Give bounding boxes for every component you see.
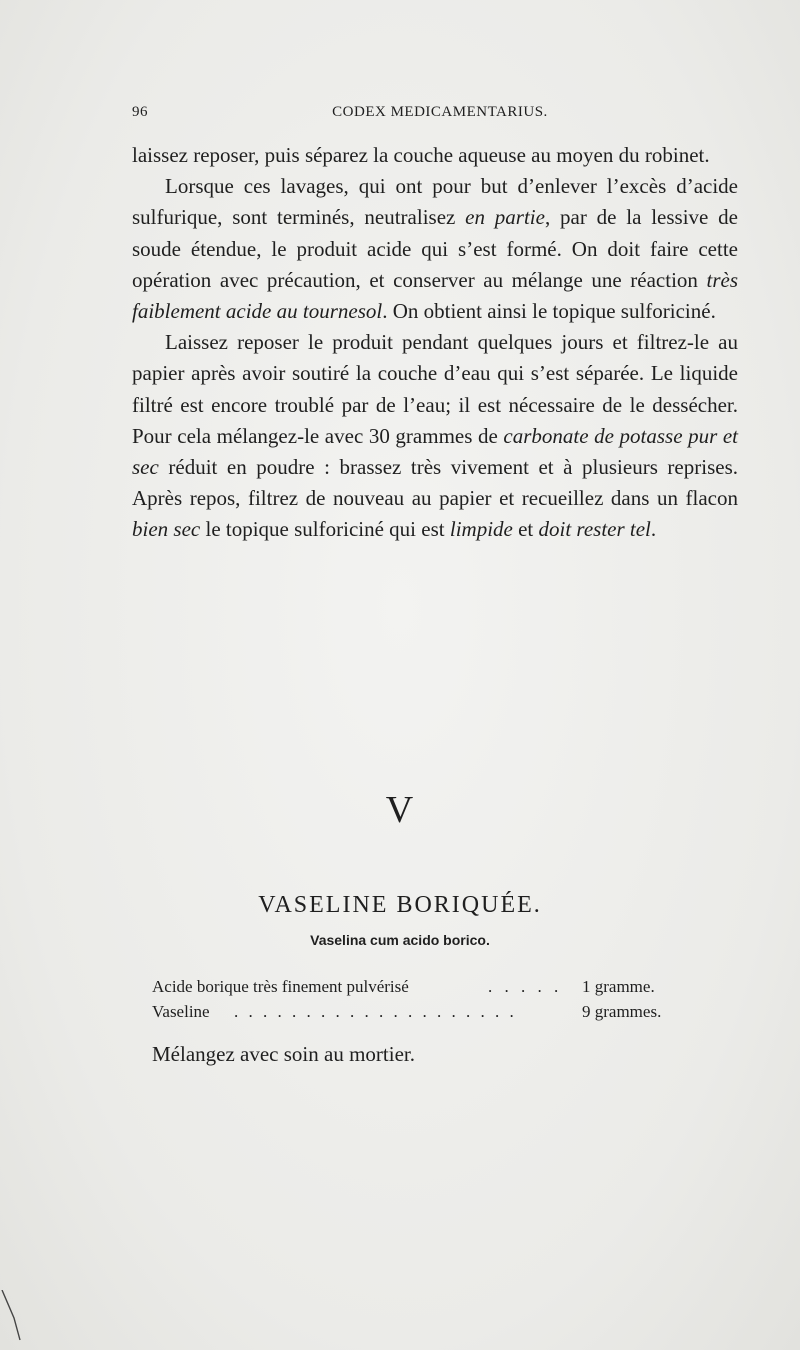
paragraph-2-text: Lorsque ces lavages, qui ont pour but d’enlever l’excès d’acide sulfurique, sont terminés, neutralisez — [132, 174, 738, 230]
leader-dots: . . . . . . . . . . . . . . . . . . . . — [234, 1002, 517, 1021]
ingredient-quantity: 1 gramme. — [582, 977, 655, 996]
margin-pencil-mark — [0, 1290, 40, 1350]
page-number: 96 — [132, 104, 148, 120]
paragraph-3-italic: carbonate de potasse pur et sec — [132, 423, 738, 480]
ingredient-name: Vaseline — [152, 1002, 210, 1021]
paragraph-3-text: réduit en poudre : brassez très vivement et à plusieurs reprises. Après repos, filtrez de nouveau au papier et recueillez dans un flacon — [132, 455, 738, 511]
paragraph-3-italic: doit rester tel — [538, 517, 651, 542]
paragraph-2-text: , par de la lessive de soude étendue, le produit acide qui s’est formé. On doit faire cette opération avec précaution, et conserver au mélange une réaction — [132, 205, 739, 292]
paragraph-3 — [132, 327, 738, 545]
instruction-text: Mélangez avec soin au mortier. — [152, 1042, 415, 1066]
body-text — [132, 140, 738, 546]
section-number: V — [385, 789, 415, 831]
ingredient-list — [152, 974, 712, 1024]
paragraph-3-text: et — [512, 517, 539, 542]
paragraph-2-italic: en partie — [465, 205, 545, 230]
paragraph-1-text: laissez reposer, puis séparez la couche aqueuse au moyen du robinet. — [132, 143, 710, 167]
paragraph-2-text: . On obtient ainsi le topique sulforiciné. — [382, 299, 716, 324]
ingredient-row — [152, 974, 712, 999]
running-title: CODEX MEDICAMENTARIUS. — [332, 104, 548, 120]
paragraph-3-italic: bien sec — [132, 517, 201, 542]
latin-subtitle: Vaselina cum acido borico. — [310, 932, 490, 948]
page-header — [132, 104, 738, 128]
ingredient-name: Acide borique très finement pulvérisé — [152, 977, 409, 996]
section-title: VASELINE BORIQUÉE. — [258, 892, 542, 918]
leader-dots: . . . . . — [488, 977, 563, 996]
paragraph-3-text: . — [650, 517, 657, 542]
paragraph-3-text: le topique sulforiciné qui est — [200, 517, 450, 542]
ingredient-row — [152, 999, 712, 1024]
paragraph-2 — [132, 171, 738, 327]
paragraph-2-italic: très faiblement acide au tournesol — [132, 267, 738, 324]
ingredient-quantity: 9 grammes. — [582, 1002, 662, 1021]
paragraph-3-italic: limpide — [449, 517, 513, 542]
paragraph-3-text: Laissez reposer le produit pendant quelques jours et filtrez-le au papier après avoir soutiré la couche d’eau qui s’est séparée. Le liquide filtré est encore troublé par de l’eau; il est nécessaire de le dessécher. Pour cela mélangez-le avec 30 grammes de — [132, 330, 738, 448]
paragraph-1 — [132, 140, 738, 171]
